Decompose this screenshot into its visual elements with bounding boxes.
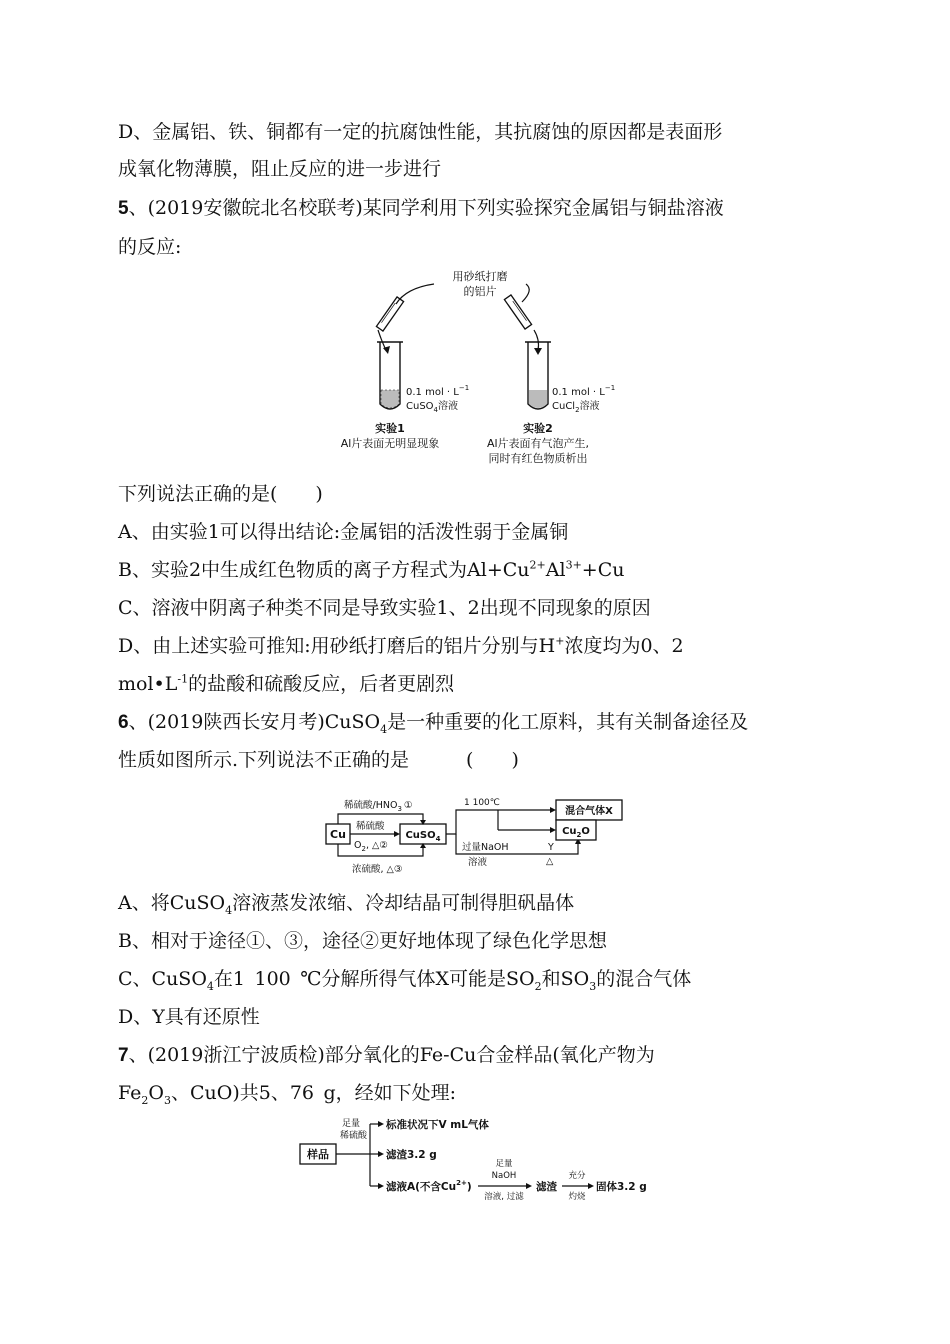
experiment-2-observation-1: Al片表面有气泡产生,: [486, 437, 590, 450]
y-label: Y: [548, 842, 554, 853]
acid-label-1: 足量: [342, 1119, 361, 1129]
question-6-option-b: B、相对于途径①、③，途径②更好地体现了绿色化学思想: [118, 930, 607, 952]
route-1-label: 稀硫酸$/HNO_3$ ①: [344, 800, 413, 813]
question-6-stem-line2: 性质如图所示.下列说法不正确的是 ( ): [118, 749, 519, 771]
question-6-stem-line1: 6、(2019陕西长安月考)CuSO$_4$是一种重要的化工原料，其有关制备途径及: [118, 711, 749, 736]
experiment-2-title: 实验2: [523, 422, 553, 435]
svg-text:混合气体X: 混合气体X: [565, 806, 613, 817]
experiment-1-title: 实验1: [375, 422, 405, 435]
naoh-label-1: 足量: [495, 1159, 513, 1169]
experiment-figure: [330, 262, 630, 472]
experiment-1-observation: Al片表面无明显现象: [340, 437, 440, 450]
naoh-label-3: 溶液, 过滤: [484, 1192, 524, 1202]
question-number: 6: [118, 712, 129, 733]
question-number: 5: [118, 198, 129, 219]
arrow-right: [534, 330, 539, 350]
aluminum-strip-right: [504, 295, 531, 329]
question-7-stem-line2: $Fe_2O_3$、CuO)共5、76 g，经如下处理:: [118, 1082, 457, 1107]
question-number: 7: [118, 1045, 129, 1066]
burn-label-2: 灼烧: [568, 1192, 586, 1202]
figure-label-top-1: 用砂纸打磨: [452, 270, 508, 283]
question-6-option-a: A、将CuSO$_4$溶液蒸发浓缩、冷却结晶可制得胆矾晶体: [118, 892, 575, 917]
concentration-label-2: 0.1 mol · $L^{-1}$: [552, 384, 616, 398]
svg-text:Cu2O: $Cu_2O$: [562, 826, 590, 839]
burn-label-1: 充分: [568, 1171, 586, 1181]
cuso4-pathway-diagram: [318, 780, 638, 880]
solution-label-1: CuSO$_4$溶液: [406, 401, 459, 414]
question-6-option-d: D、Y具有还原性: [118, 1006, 260, 1028]
output-residue: 滤渣3.2 g: [386, 1149, 437, 1161]
experiment-2-observation-2: 同时有红色物质析出: [488, 452, 588, 465]
svg-text:CuSO4: CuSO$_4$: [405, 830, 441, 843]
naoh-label-2: 溶液: [468, 857, 488, 868]
route-2-bottom-label: $O_2$, △②: [354, 840, 388, 853]
route-3-label: 浓硫酸, △③: [352, 864, 403, 875]
svg-text:Cu: Cu: [330, 828, 346, 841]
question-5-option-a: A、由实验1可以得出结论:金属铝的活泼性弱于金属铜: [118, 521, 569, 543]
option-4d-line2: 成氧化物薄膜，阻止反应的进一步进行: [118, 158, 442, 180]
naoh-label-2: NaOH: [491, 1171, 517, 1181]
solution-label-2: CuCl$_2$溶液: [552, 401, 600, 414]
heat-label: △: [546, 856, 554, 867]
acid-label-2: 稀硫酸: [340, 1131, 368, 1141]
concentration-label-1: 0.1 mol · $L^{-1}$: [406, 384, 470, 398]
svg-text:样品: 样品: [307, 1148, 329, 1161]
alloy-process-diagram: [296, 1110, 666, 1202]
temperature-label: 1 100℃: [464, 798, 500, 808]
question-5-option-b: B、实验2中生成红色物质的离子方程式为$Al+Cu^{2+}Al^{3+}+Cu$: [118, 558, 625, 581]
route-2-top-label: 稀硫酸: [356, 821, 385, 832]
output-filtrate: 滤液A(不含$Cu^{2+}$): [386, 1179, 472, 1193]
figure-label-top-2: 的铝片: [463, 285, 497, 298]
question-5-option-d-line1: D、由上述实验可推知:用砂纸打磨后的铝片分别与H+浓度均为0、2: [118, 634, 684, 657]
question-5-option-d-line2: $mol•L^{-1}$的盐酸和硫酸反应，后者更剧烈: [118, 672, 455, 695]
residue-label: 滤渣: [536, 1181, 557, 1193]
question-5-stem-line1: 5、(2019安徽皖北名校联考)某同学利用下列实验探究金属铝与铜盐溶液: [118, 197, 724, 219]
output-gas: 标准状况下V mL气体: [386, 1119, 489, 1131]
question-7-stem-line1: 7、(2019浙江宁波质检)部分氧化的Fe-Cu合金样品(氧化产物为: [118, 1044, 655, 1066]
solid-label: 固体3.2 g: [596, 1181, 647, 1193]
aluminum-strip-left: [376, 297, 403, 331]
naoh-label-1: 过量NaOH: [462, 842, 509, 853]
arrow-left: [378, 330, 386, 350]
question-6-option-c: C、CuSO$_4$在1 100 ℃分解所得气体X可能是$SO_2$和$SO_3$的混合气体: [118, 968, 692, 993]
option-4d-line1: D、金属铝、铁、铜都有一定的抗腐蚀性能，其抗腐蚀的原因都是表面形: [118, 121, 723, 143]
question-5-option-c: C、溶液中阴离子种类不同是导致实验1、2出现不同现象的原因: [118, 597, 651, 619]
question-5-prompt: 下列说法正确的是( ): [118, 483, 323, 505]
test-tube-1: [377, 342, 403, 409]
question-5-stem-line2: 的反应:: [118, 236, 182, 258]
